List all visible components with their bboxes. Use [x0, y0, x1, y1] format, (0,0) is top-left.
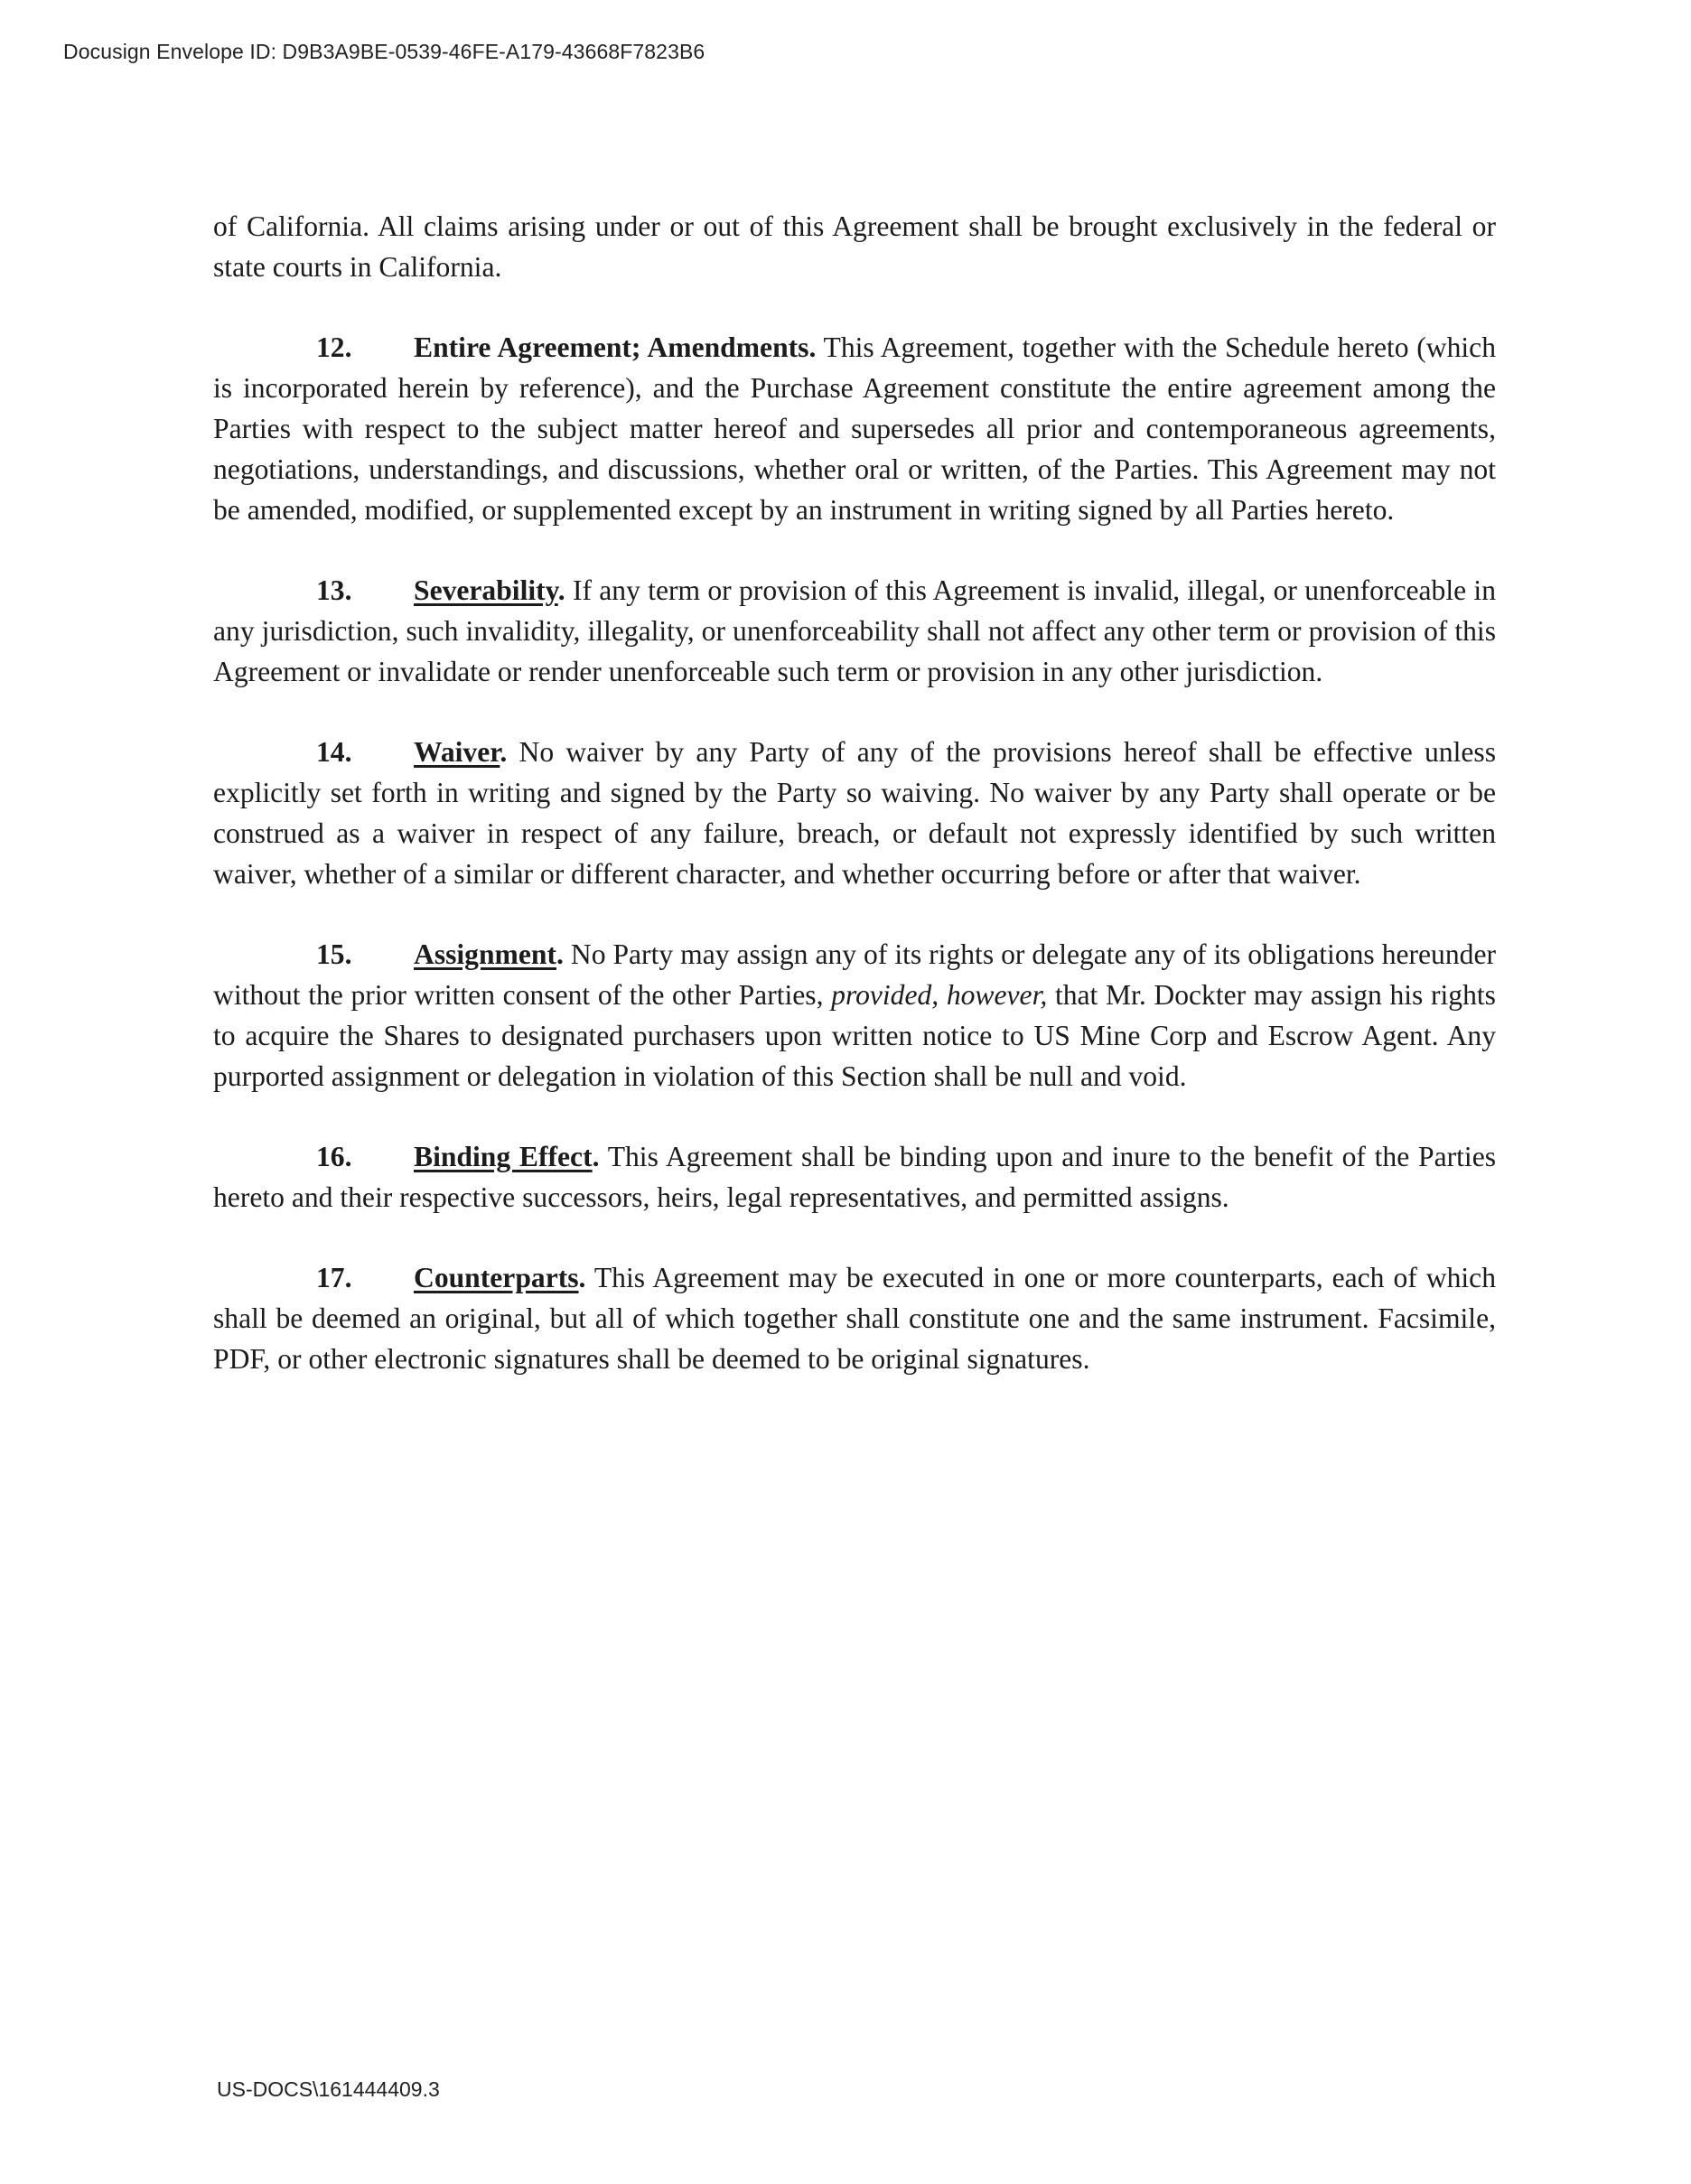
section-text: If any term or provision of this Agreement is invalid, illegal, or unenforceable in any jurisdiction, such invalidity, illegality, or unenforceability shall not affect any other term or provision of this Agreement or invalidate or render unenforceable such term or provision in any other jurisdiction. [213, 574, 1496, 687]
docusign-envelope-id: Docusign Envelope ID: D9B3A9BE-0539-46FE-A179-43668F7823B6 [63, 40, 705, 63]
section-number: 15. [316, 938, 352, 970]
heading-period: . [557, 574, 565, 606]
section-heading: Assignment [414, 938, 556, 970]
section-heading: Entire Agreement; Amendments. [414, 331, 817, 363]
continuation-paragraph: of California. All claims arising under or out of this Agreement shall be brought exclusively in the federal or state courts in California. [213, 210, 1496, 283]
heading-period: . [556, 938, 564, 970]
section-text-continued: that Mr. Dockter may assign his rights to acquire the Shares to designated purchasers upon written notice to US Mine Corp and Escrow Agent. Any purported assignment or delegation in violation of this Section shall be null and void. [213, 979, 1496, 1092]
section-heading: Binding Effect [414, 1141, 593, 1172]
section-heading: Waiver [414, 736, 500, 768]
heading-period: . [592, 1141, 600, 1172]
section-text: This Agreement, together with the Schedule hereto (which is incorporated herein by reference), and the Purchase Agreement constitute the entire agreement among the Parties with respect to the subject matter hereof and supersedes all prior and contemporaneous agreements, negotiations, understandings, and discussions, whether oral or written, of the Parties. This Agreement may not be amended, modified, or supplemented except by an instrument in writing signed by all Parties hereto. [213, 331, 1496, 526]
section-text: No Party may assign any of its rights or delegate any of its obligations hereunder without the prior written consent of the other Parties, [213, 938, 1496, 1011]
document-body [213, 206, 1496, 1419]
footer-document-id: US-DOCS\161444409.3 [217, 2077, 440, 2101]
section-number: 17. [316, 1262, 352, 1293]
section-17 [213, 1257, 1496, 1379]
section-13 [213, 570, 1496, 692]
section-16 [213, 1136, 1496, 1218]
section-text: This Agreement may be executed in one or more counterparts, each of which shall be deemed an original, but all of which together shall constitute one and the same instrument. Facsimile, PDF, or other electronic signatures shall be deemed to be original signatures. [213, 1262, 1496, 1375]
section-heading: Severability [414, 574, 558, 606]
section-italic-text: provided, however, [831, 979, 1048, 1011]
section-12 [213, 327, 1496, 530]
section-14 [213, 732, 1496, 894]
heading-period: . [578, 1262, 586, 1293]
section-15 [213, 934, 1496, 1097]
section-number: 14. [316, 736, 352, 768]
section-number: 12. [316, 331, 352, 363]
section-text: No waiver by any Party of any of the provisions hereof shall be effective unless explicitly set forth in writing and signed by the Party so waiving. No waiver by any Party shall operate or be construed as a waiver in respect of any failure, breach, or default not expressly identified by such written waiver, whether of a similar or different character, and whether occurring before or after that waiver. [213, 736, 1496, 890]
heading-period: . [500, 736, 508, 768]
section-heading: Counterparts [414, 1262, 579, 1293]
section-text: This Agreement shall be binding upon and inure to the benefit of the Parties hereto and their respective successors, heirs, legal representatives, and permitted assigns. [213, 1141, 1497, 1213]
section-number: 16. [316, 1141, 352, 1172]
section-number: 13. [316, 574, 352, 606]
